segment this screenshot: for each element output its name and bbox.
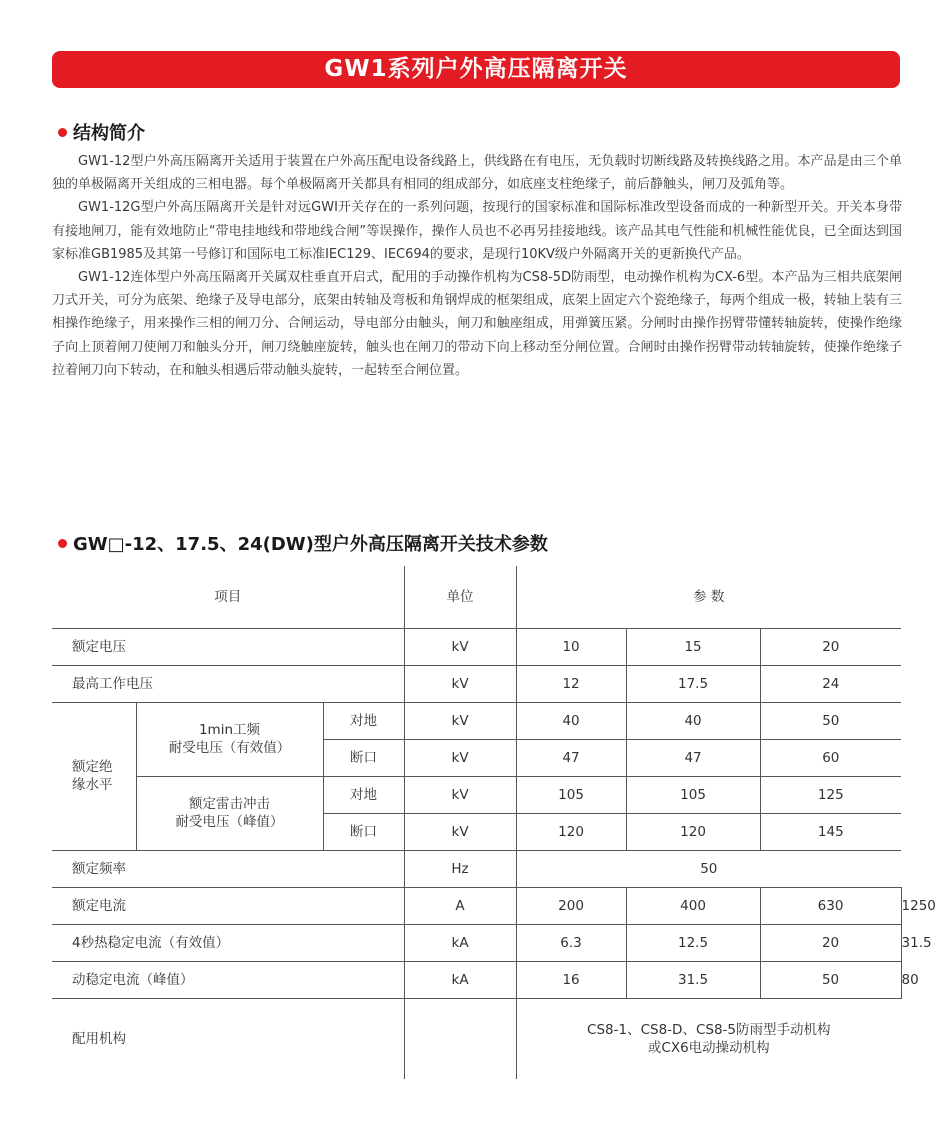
power-freq-label: 1min工频 耐受电压（有效值）	[136, 702, 323, 776]
page-title-banner	[52, 51, 900, 88]
page-title: GW1系列户外高压隔离开关	[324, 56, 628, 82]
table-row: 额定频率 Hz 50	[52, 850, 901, 887]
table-row: 额定电压 kV 10 15 20	[52, 628, 901, 665]
header-params: 参 数	[516, 566, 901, 628]
table-row: 额定绝 缘水平 1min工频 耐受电压（有效值） 对地 kV 40 40 50	[52, 702, 901, 739]
section-title: 结构简介	[73, 123, 145, 144]
table-row: 动稳定电流（峰值） kA 16 31.5 50 80	[52, 961, 901, 998]
section-heading-specs	[58, 530, 548, 556]
red-bullet-icon	[58, 128, 67, 137]
intro-text	[52, 150, 902, 382]
mechanism-value: CS8-1、CS8-D、CS8-5防雨型手动机构 或CX6电动操动机构	[516, 998, 901, 1079]
table-row: 额定电流 A 200 400 630 1250	[52, 887, 901, 924]
table-row: 断口 kV 47 47 60	[52, 739, 901, 776]
table-header-row	[52, 566, 901, 628]
table-row: 最高工作电压 kV 12 17.5 24	[52, 665, 901, 702]
section-title: GW□-12、17.5、24(DW)型户外高压隔离开关技术参数	[73, 534, 548, 555]
paragraph: GW1-12连体型户外高压隔离开关属双柱垂直开启式，配用的手动操作机构为CS8-5D防雨型，电动操作机构为CX-6型。本产品为三相共底架闸刀式开关，可分为底架、绝缘子及导电部分，底架由转轴及弯板和角钢焊成的框架组成，底架上固定六个瓷绝缘子，每两个组成一极，转轴上装有三相操作绝缘子，用来操作三相的闸刀分、合闸运动，导电部分由触头，闸刀和触座组成，用弹簧压紧。分闸时由操作拐臂带懂转轴旋转，使操作绝缘子向上顶着闸刀使闸刀和触头分开，闸刀绕触座旋转，触头也在闸刀的带动下向上移动至分闸位置。合闸时由操作拐臂带动转轴旋转，使操作绝缘子拉着闸刀向下转动，在和触头相遇后带动触头旋转，一起转至合闸位置。	[52, 270, 902, 378]
spec-table	[52, 566, 936, 1079]
header-item: 项目	[52, 566, 404, 628]
table-row: 配用机构 CS8-1、CS8-D、CS8-5防雨型手动机构 或CX6电动操动机构	[52, 998, 901, 1079]
lightning-label: 额定雷击冲击 耐受电压（峰值）	[136, 776, 323, 850]
table-row: 4秒热稳定电流（有效值） kA 6.3 12.5 20 31.5	[52, 924, 901, 961]
paragraph: GW1-12型户外高压隔离开关适用于装置在户外高压配电设备线路上，供线路在有电压，无负载时切断线路及转换线路之用。本产品是由三个单独的单极隔离开关组成的三相电器。每个单极隔离开关都具有相同的组成部分，如底座支柱绝缘子，前后静触头，闸刀及弧角等。	[52, 154, 902, 193]
header-unit: 单位	[404, 566, 516, 628]
insulation-label: 额定绝 缘水平	[52, 702, 136, 850]
red-bullet-icon	[58, 539, 67, 548]
paragraph: GW1-12G型户外高压隔离开关是针对远GWI开关存在的一系列问题，按现行的国家标准和国际标准改型设备而成的一种新型开关。开关本身带有接地闸刀，能有效地防止“带电挂地线和带地线合闸”等误操作，操作人员也不必再另挂接地线。该产品其电气性能和机械性能优良，已全面达到国家标准GB1985及其第一号修订和国际电工标准IEC129、IEC694的要求，是现行10KV级户外隔离开关的更新换代产品。	[52, 200, 902, 262]
table-row: 断口 kV 120 120 145	[52, 813, 901, 850]
section-heading-structure	[58, 119, 145, 145]
table-row: 额定雷击冲击 耐受电压（峰值） 对地 kV 105 105 125	[52, 776, 901, 813]
